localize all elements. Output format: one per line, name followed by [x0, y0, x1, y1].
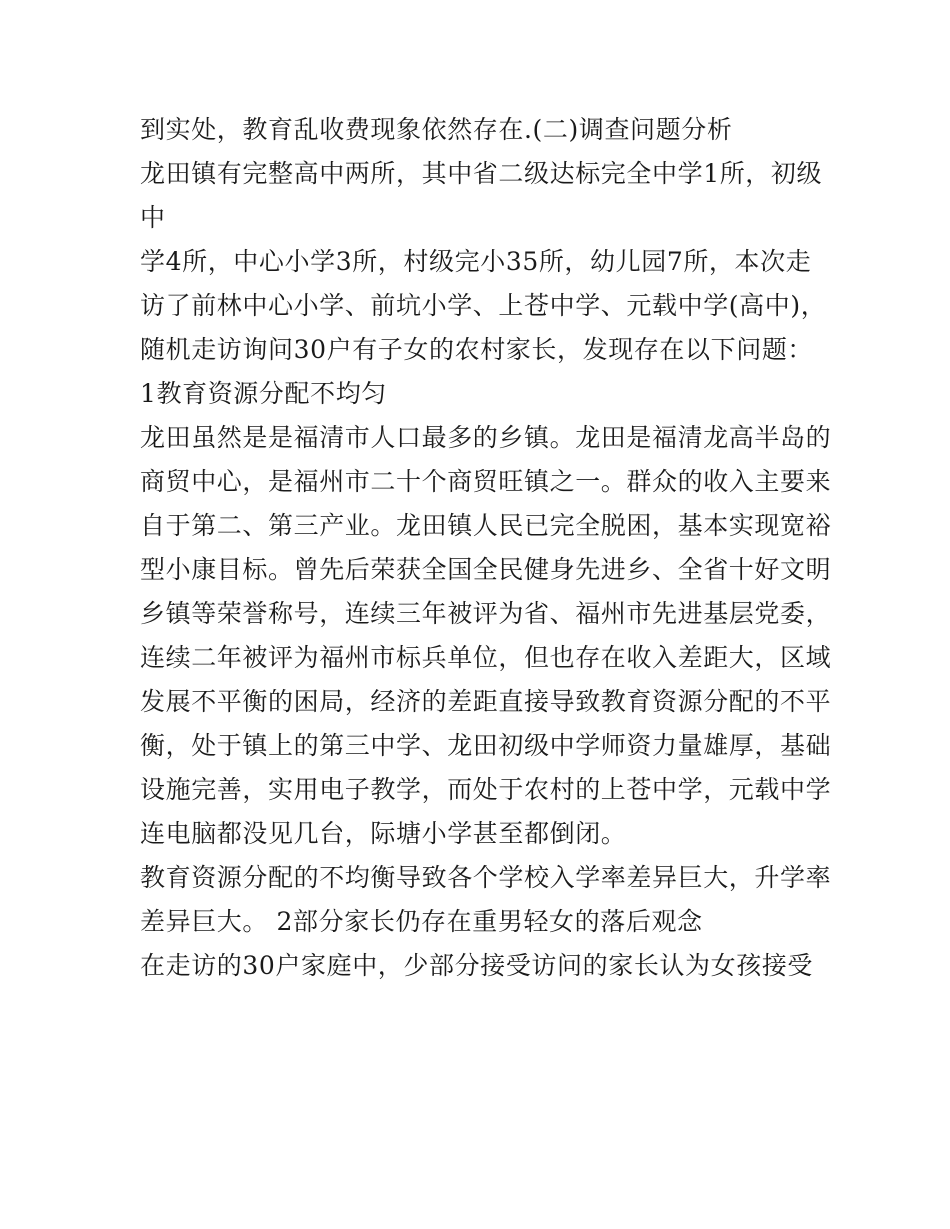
text-line: 乡镇等荣誉称号，连续三年被评为省、福州市先进基层党委，	[140, 599, 832, 628]
text-line: 随机走访询问30户有子女的农村家长，发现存在以下问题：	[140, 335, 814, 364]
text-line: 中	[140, 203, 166, 232]
text-line: 型小康目标。曾先后荣获全国全民健身先进乡、全省十好文明	[140, 555, 832, 584]
text-line: 发展不平衡的困局，经济的差距直接导致教育资源分配的不平	[140, 687, 832, 716]
text-line: 在走访的30户家庭中，少部分接受访问的家长认为女孩接受	[140, 951, 814, 980]
text-line: 学4所，中心小学3所，村级完小35所，幼儿园7所，本次走	[140, 247, 812, 276]
document-body	[140, 110, 830, 990]
text-line: 龙田镇有完整高中两所，其中省二级达标完全中学1所，初级	[140, 159, 823, 188]
text-line: 衡，处于镇上的第三中学、龙田初级中学师资力量雄厚，基础	[140, 731, 832, 760]
section-heading: 1教育资源分配不均匀	[140, 379, 387, 408]
text-line: 访了前林中心小学、前坑小学、上苍中学、元载中学(高中)，	[140, 291, 827, 320]
text-line: 连续二年被评为福州市标兵单位，但也存在收入差距大，区域	[140, 643, 832, 672]
text-line: 商贸中心，是福州市二十个商贸旺镇之一。群众的收入主要来	[140, 467, 832, 496]
text-line: 自于第二、第三产业。龙田镇人民已完全脱困，基本实现宽裕	[140, 511, 832, 540]
text-line: 差异巨大。 2部分家长仍存在重男轻女的落后观念	[140, 907, 703, 936]
text-line: 连电脑都没见几台，际塘小学甚至都倒闭。	[140, 819, 627, 848]
text-line: 到实处，教育乱收费现象依然存在.(二)调查问题分析	[140, 115, 733, 144]
text-line: 设施完善，实用电子教学，而处于农村的上苍中学，元载中学	[140, 775, 832, 804]
text-line: 教育资源分配的不均衡导致各个学校入学率差异巨大，升学率	[140, 863, 832, 892]
text-line: 龙田虽然是是福清市人口最多的乡镇。龙田是福清龙高半岛的	[140, 423, 832, 452]
